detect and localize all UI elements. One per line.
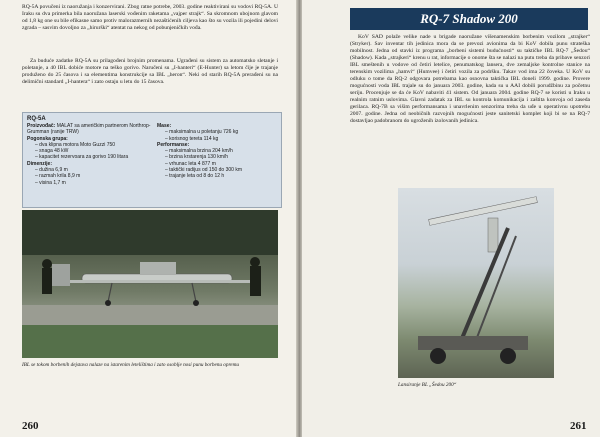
spec-item: – dužina 6,9 m (35, 167, 68, 174)
spec-heading-manufacturer: Proizvođač: (27, 123, 56, 129)
spec-item: – visina 1,7 m (35, 179, 66, 186)
soldier-right (250, 257, 261, 296)
uav-ground-photo (22, 210, 278, 358)
launcher-illustration (398, 188, 554, 378)
specs-infobox (22, 112, 282, 208)
left-photo-caption: IBL se tokom borbenih dejstava nalaze na istarenim letelištima i zato osoblje nosi punu borbenu opremu (22, 362, 239, 368)
uav-illustration (22, 210, 278, 358)
spec-item: – vrhunac leta 4 877 m (165, 160, 216, 167)
uav-aircraft (52, 262, 252, 306)
page-number-right: 261 (570, 420, 587, 432)
spec-item: – maksimalna u poletanju 726 kg (165, 129, 239, 136)
uav-on-launcher (429, 197, 538, 252)
spec-heading-performance: Performanse: (157, 141, 190, 148)
spec-manufacturer-value: MALAT sa američkim partnerom Northrop-Grumman (ranije TRW) (27, 123, 151, 136)
infobox-column-1 (27, 123, 155, 186)
spec-item: – dva klipna motora Moto Guzzi 750 (35, 141, 116, 148)
section-title: RQ-7 Shadow 200 (350, 8, 588, 30)
spec-item: – snaga 48 kW (35, 148, 69, 155)
left-page (0, 0, 298, 437)
spec-item: – kapacitet rezervoara za gorivo 190 litara (35, 154, 129, 161)
spec-item: – brzina krstarenja 130 km/h (165, 154, 229, 161)
spec-heading-mass: Mase: (157, 123, 172, 129)
launch-rail (458, 228, 516, 348)
right-photo-caption: Lansiranje BL „Šedou 200“ (398, 382, 457, 388)
infobox-column-2 (157, 123, 277, 180)
spec-item: – korisnog tereta 114 kg (165, 135, 219, 142)
infobox-title: RQ-5A (27, 116, 46, 122)
uav-launch-photo (398, 188, 554, 378)
spec-item: – maksimalna brzina 204 km/h (165, 148, 233, 155)
spec-item: – trajanje leta od 8 do 12 h (165, 173, 225, 180)
spec-heading-powerplant: Pogonska grupa: (27, 135, 68, 142)
spec-heading-dimensions: Dimenzije: (27, 160, 53, 167)
grass (22, 325, 278, 358)
treeline (22, 210, 278, 255)
runway (22, 305, 278, 325)
right-paragraph-1: KoV SAD polaže velike nade u brigade naoružane višenamenskim borbenim vozilom „strajker“ (Stryker). Sav inventar tih jedinica mora da se prevozi avionima da bi KoV dobila punu strateška mobilnost. Jedna od stavki iz programa „borbeni sistemi budućnosti“ su taktičke IBL RQ-7 „Šedou“ (Shadow). Kada „strajkeri“ krenu u rat, informacije o onome šta se nalazi na putu treba da pribave senzori IBL smeštenih u vodove od četiri letelice, penumatskog lansera, dve zemaljske kontrolne stanice na terenskim vozilima „hamvi“ (Humvee) i četiri vozila za podršku. Takav vod ima 22 čoveka. U KoV su odluku o tome da RQ-2 odgovara potrebama kao osnovna taktička IBL doneli 1999. godine. Provere mogućnosti voda IBL trajale su do januara 2003. godine, kada su u AAI dobili porudžbinu za početnu seriju. Procenjuje se da će KoV nabaviti 41 sistem. Od januara 2004. godine RQ-7 se koristi u Iraku u realnim ratnim uslovima. Glavni zadatak za IBL su kontrola komunikacija i zaštita konvoja od zaseda gerilaca. RQ-7B sa višim performansama i unavrlenim senzorima treba da uđe u operativnu upotrebu 2007. godine. Jedna od neobičnih razvojnih mogućnosti jeste sanitetski komplet koji bi se na RQ-7 dostavljao padobranom do ugroženih izolovanih jedinica. (350, 34, 590, 124)
soldier-left (42, 259, 52, 294)
spec-item: – taktički radijus od 150 do 300 km (165, 167, 242, 174)
page-number-left: 260 (22, 420, 39, 432)
left-paragraph-2: Za buduće zadatke RQ-5A su prilagođeni brojnim promenama. Ugrađeni su sistem za automatsko sletanje i poletanje, a 40 IBL dobiće motore na teško gorivo. Naručeni su „I-hanteri“ (E-Hunter) sa letom čije je trajanje produženo do 25 časova i sa elementima konstrukcije sa IBL „heron“. Neki od starih RQ-5A prerađeni su na delimični standard „I-hantera“ i zato ostaju u letu do 15 časova. (22, 58, 278, 85)
left-paragraph-1: RQ-5A povučeni iz naoružanja i konzervirani. Zbog ratne potrebe, 2003. godine reaktivirani su vodovi RQ-5A. U Iraku su dva primerka bila naoružana laserski vođenim raketama „vajper strajk“. Sa skromnom ubojnom glavom od 1,8 kg one su bile efikasne samo protiv malorazmernih nezaštićenih ciljeva kao što su vozila ili pojedini delovi zgrada – sasvim dovoljno za „hirurški“ atentat na nekog od pobunjeničkih vođa. (22, 4, 278, 31)
launcher-trailer (418, 336, 528, 364)
spec-item: – razmah krila 8,9 m (35, 173, 81, 180)
